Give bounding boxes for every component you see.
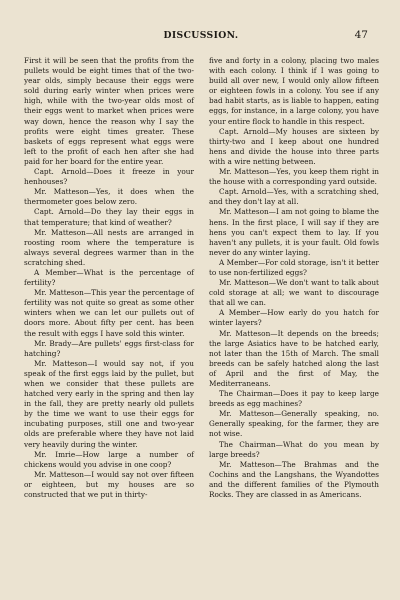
paragraph: Mr. Matteson—I would say not, if you speak of the first eggs laid by the pullet, but when we consider that these pullets are hatched very early in the spring and then lay in the fall, they are pretty nearly old pullets by the time we want to use their eggs for incubating purposes, still one and two-year olds are preferable where they have not laid very heavily during the winter.	[24, 358, 194, 449]
paragraph: Mr. Matteson—We don't want to talk about cold storage at all; we want to discourage that all we can.	[209, 278, 379, 308]
page-header	[26, 30, 376, 46]
paragraph: Mr. Imrie—How large a number of chickens would you advise in one coop?	[24, 449, 194, 469]
paragraph: Capt. Arnold—Does it freeze in your henhouses?	[24, 167, 194, 187]
paragraph: Mr. Matteson—It depends on the breeds; the large Asiatics have to be hatched early, not later than the 15th of March. The small breeds can be safely hatched along the last of April and the first of May, the Mediterraneans.	[209, 328, 379, 388]
paragraph: Capt. Arnold—Yes, with a scratching shed, and they don't lay at all.	[209, 187, 379, 207]
paragraph: The Chairman—What do you mean by large breeds?	[209, 439, 379, 459]
paragraph: Mr. Brady—Are pullets' eggs first-class for hatching?	[24, 338, 194, 358]
paragraph: Capt. Arnold—My houses are sixteen by thirty-two and I keep about one hundred hens and divide the house into three parts with a wire netting between.	[209, 126, 379, 166]
paragraph: Mr. Matteson—Generally speaking, no. Generally speaking, for the farmer, they are not wise.	[209, 409, 379, 439]
page-number: 47	[354, 29, 368, 41]
right-column	[209, 56, 379, 500]
paragraph: Mr. Matteson—I am not going to blame the hens. In the first place, I will say if they are hens you can't expect them to lay. If you haven't any pullets, it is your fault. Old fowls never do any winter laying.	[209, 207, 379, 257]
paragraph: Mr. Matteson—I would say not over fifteen or eighteen, but my houses are so constructed that we put in thirty-	[24, 469, 194, 500]
paragraph: Capt. Arnold—Do they lay their eggs in that temperature; that kind of weather?	[24, 207, 194, 227]
paragraph: A Member—For cold storage, isn't it better to use non-fertilized eggs?	[209, 257, 379, 277]
paragraph: A Member—How early do you hatch for winter layers?	[209, 308, 379, 328]
left-column	[24, 56, 194, 500]
paragraph: Mr. Matteson—This year the percentage of fertility was not quite so great as some other winters when we can let our pullets out of doors more. About fifty per cent. has been the result with eggs I have sold this winter.	[24, 288, 194, 338]
paragraph: Mr. Matteson—The Brahmas and the Cochins and the Langshans, the Wyandottes and the different families of the Plymouth Rocks. They are classed in as Americans.	[209, 459, 379, 500]
paragraph: Mr. Matteson—Yes, it does when the thermometer goes below zero.	[24, 187, 194, 207]
running-head: DISCUSSION.	[163, 30, 239, 41]
paragraph: Mr. Matteson—Yes, you keep them right in the house with a corresponding yard outside.	[209, 167, 379, 187]
paragraph: First it will be seen that the profits from the pullets would be eight times that of the two-year olds, simply because their eggs were sold during early winter when prices were high, while with the two-year olds most of their eggs went to market when prices were way down, hence the reason why I say the profits were eight times greater. These baskets of eggs represent what eggs were left to the profit of each hen after she had paid for her board for the entire year.	[24, 56, 194, 166]
paragraph: Mr. Matteson—All nests are arranged in roosting room where the temperature is always several degrees warmer than in the scratching shed.	[24, 227, 194, 267]
paragraph: A Member—What is the percentage of fertility?	[24, 267, 194, 288]
paragraph: The Chairman—Does it pay to keep large breeds as egg machines?	[209, 389, 379, 409]
paragraph: five and forty in a colony, placing two males with each colony. I think if I was going to build all over new, I would only allow fifteen or eighteen fowls in a colony. You see if any bad habit starts, as is liable to happen, eating eggs, for instance, in a large colony, you have your entire flock to handle in this respect.	[209, 56, 379, 126]
